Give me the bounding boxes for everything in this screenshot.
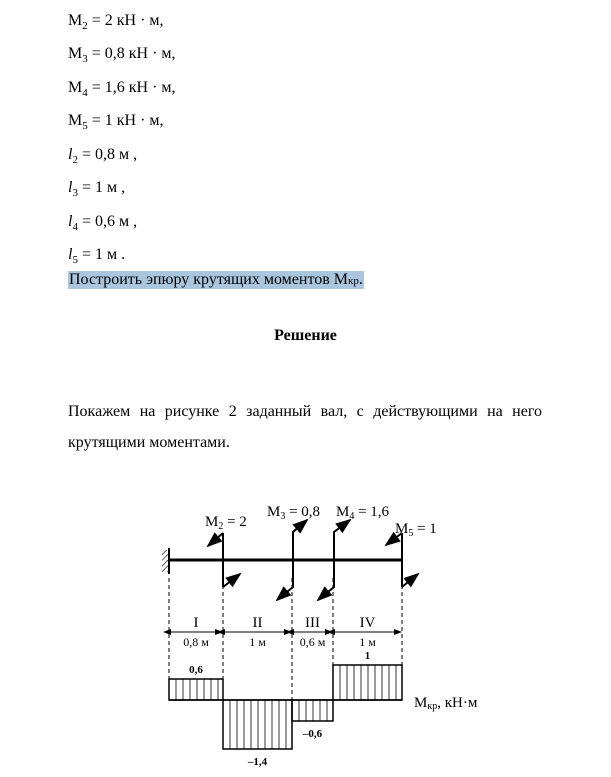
value: = 1,6 кН · м, <box>87 79 176 96</box>
value: = 2 кН · м, <box>87 12 164 29</box>
shaft-torque-diagram <box>0 490 611 777</box>
value: = 0,6 м , <box>77 213 138 230</box>
symbol: M <box>68 12 83 29</box>
section-roman-label: II <box>252 615 263 631</box>
given-l3 <box>68 179 125 199</box>
symbol: l <box>68 213 73 230</box>
subscript: 3 <box>72 187 78 199</box>
given-l4 <box>68 213 137 233</box>
value: = 0,8 м , <box>77 146 138 163</box>
moment-label-m4: $M_4 = 1,6$ <box>336 504 390 522</box>
epure-value-label: 1 <box>364 650 371 662</box>
section-roman-label: IV <box>359 615 376 631</box>
task-statement-highlighted <box>68 271 364 289</box>
section-length-label: 1 м <box>359 635 376 649</box>
value: = 1 кН · м, <box>87 112 164 129</box>
symbol: M <box>68 45 83 62</box>
symbol: M <box>68 112 83 129</box>
subscript: 3 <box>82 53 88 65</box>
epure-bar <box>223 700 292 749</box>
section-roman-label: I <box>193 615 199 631</box>
paragraph-line-1: Покажем на рисунке 2 заданный вал, с действующими на него <box>68 403 542 420</box>
subscript: 2 <box>72 154 78 166</box>
epure-value-label: –0,6 <box>302 728 323 740</box>
section-roman-label: III <box>305 615 320 631</box>
epure-value-label: 0,6 <box>189 664 203 676</box>
subscript: 4 <box>82 87 88 99</box>
given-m3 <box>68 45 176 65</box>
moment-label-m2: $M_2 = 2$ <box>205 514 247 532</box>
symbol: M <box>68 79 83 96</box>
paragraph-line-2: крутящими моментами. <box>68 434 230 451</box>
subscript: 2 <box>82 20 88 32</box>
epure-bar <box>333 665 402 700</box>
section-heading: Решение <box>274 327 337 344</box>
moment-label-m5: $M_5 = 1$ <box>395 521 437 539</box>
subscript: 5 <box>72 254 78 266</box>
value: = 1 м , <box>77 179 126 196</box>
given-l5 <box>68 246 125 266</box>
epure-axis-label: Мкр, кН·м <box>414 695 478 712</box>
paragraph <box>68 396 542 451</box>
symbol: l <box>68 246 73 263</box>
value: = 0,8 кН · м, <box>87 45 176 62</box>
task-text: Построить эпюру крутящих моментов М <box>69 271 349 288</box>
epure-bar <box>169 679 223 700</box>
moment-label-m3: $M_3 = 0,8$ <box>267 504 321 522</box>
fixed-wall-support <box>162 550 169 572</box>
given-m4 <box>68 79 176 99</box>
given-m2 <box>68 12 164 32</box>
subscript: 4 <box>72 221 78 233</box>
value: = 1 м . <box>77 246 126 263</box>
torque-epure <box>169 650 402 768</box>
task-subscript: кр <box>348 275 359 287</box>
section-length-label: 1 м <box>249 635 266 649</box>
epure-value-label: –1,4 <box>247 756 268 768</box>
given-m5 <box>68 112 164 132</box>
symbol: l <box>68 179 73 196</box>
symbol: l <box>68 146 73 163</box>
task-end: . <box>358 271 363 288</box>
given-l2 <box>68 146 137 166</box>
subscript: 5 <box>82 120 88 132</box>
section-length-label: 0,6 м <box>299 635 326 649</box>
section-length-label: 0,8 м <box>183 635 209 649</box>
